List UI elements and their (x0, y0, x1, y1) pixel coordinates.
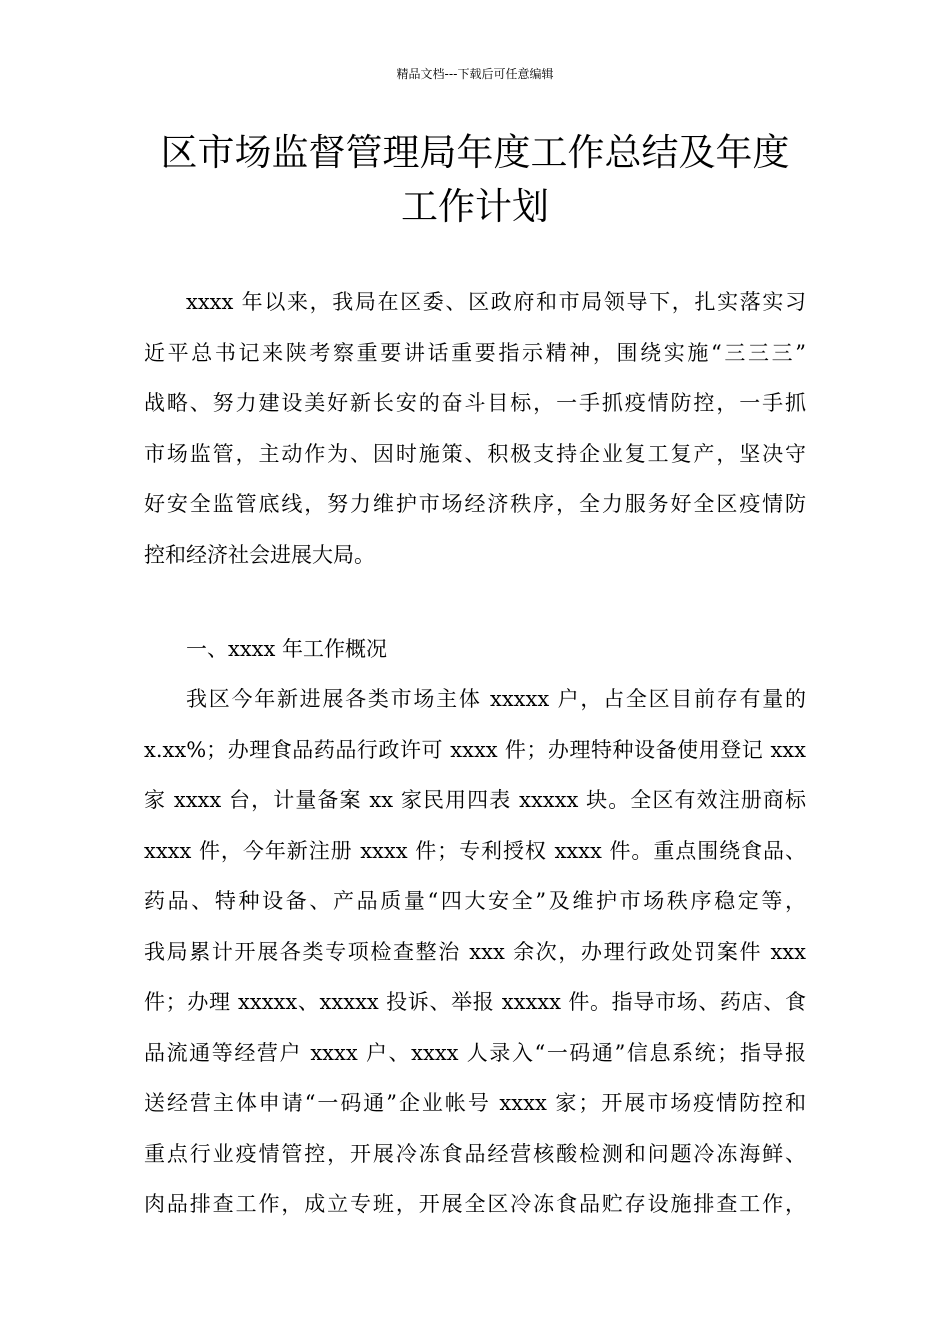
paragraph-line: 我区今年新进展各类市场主体 xxxxx 户，占全区目前存有量的 (186, 687, 806, 711)
intro-paragraph (144, 277, 806, 580)
paragraph-line: 家 xxxx 台，计量备案 xx 家民用四表 xxxxx 块。全区有效注册商标 (144, 788, 806, 812)
paragraph-line: 我局累计开展各类专项检查整治 xxx 余次，办理行政处罚案件 xxx (144, 939, 806, 964)
section-heading (144, 624, 806, 675)
title-line: 工作计划 (401, 185, 549, 228)
section-heading-text: 一、xxxx 年工作概况 (186, 637, 388, 661)
paragraph-line: 好安全监管底线，努力维护市场经济秩序，全力服务好全区疫情防 (144, 492, 806, 516)
paragraph-line: 件；办理 xxxxx、xxxxx 投诉、举报 xxxxx 件。指导市场、药店、食 (144, 990, 806, 1014)
paragraph-line: 品流通等经营户 xxxx 户、xxxx 人录入“一码通”信息系统；指导报 (144, 1040, 806, 1065)
section-paragraph (144, 674, 806, 1230)
paragraph-line: 重点行业疫情管控，开展冷冻食品经营核酸检测和问题冷冻海鲜、 (144, 1141, 806, 1166)
title-line: 区市场监督管理局年度工作总结及年度 (160, 131, 790, 174)
paragraph-line: xxxx 年以来，我局在区委、区政府和市局领导下，扎实落实习 (186, 290, 806, 314)
paragraph-line: 近平总书记来陕考察重要讲话重要指示精神，围绕实施“三三三” (144, 340, 806, 365)
paragraph-line: x.xx%；办理食品药品行政许可 xxxx 件；办理特种设备使用登记 xxx (144, 737, 806, 762)
paragraph-line: 药品、特种设备、产品质量“四大安全”及维护市场秩序稳定等， (144, 889, 806, 913)
paragraph-line: 肉品排查工作，成立专班，开展全区冷冻食品贮存设施排查工作， (144, 1192, 806, 1216)
paragraph-line: xxxx 件，今年新注册 xxxx 件；专利授权 xxxx 件。重点围绕食品、 (144, 838, 806, 863)
page-header: 精品文档---下载后可任意编辑 (396, 67, 554, 81)
paragraph-line: 市场监管，主动作为、因时施策、积极支持企业复工复产，坚决守 (144, 441, 806, 466)
paragraph-line: 控和经济社会进展大局。 (144, 542, 375, 567)
document-title (135, 126, 815, 234)
paragraph-line: 战略、努力建设美好新长安的奋斗目标，一手抓疫情防控，一手抓 (144, 391, 806, 415)
paragraph-line: 送经营主体申请“一码通”企业帐号 xxxx 家；开展市场疫情防控和 (144, 1091, 806, 1115)
